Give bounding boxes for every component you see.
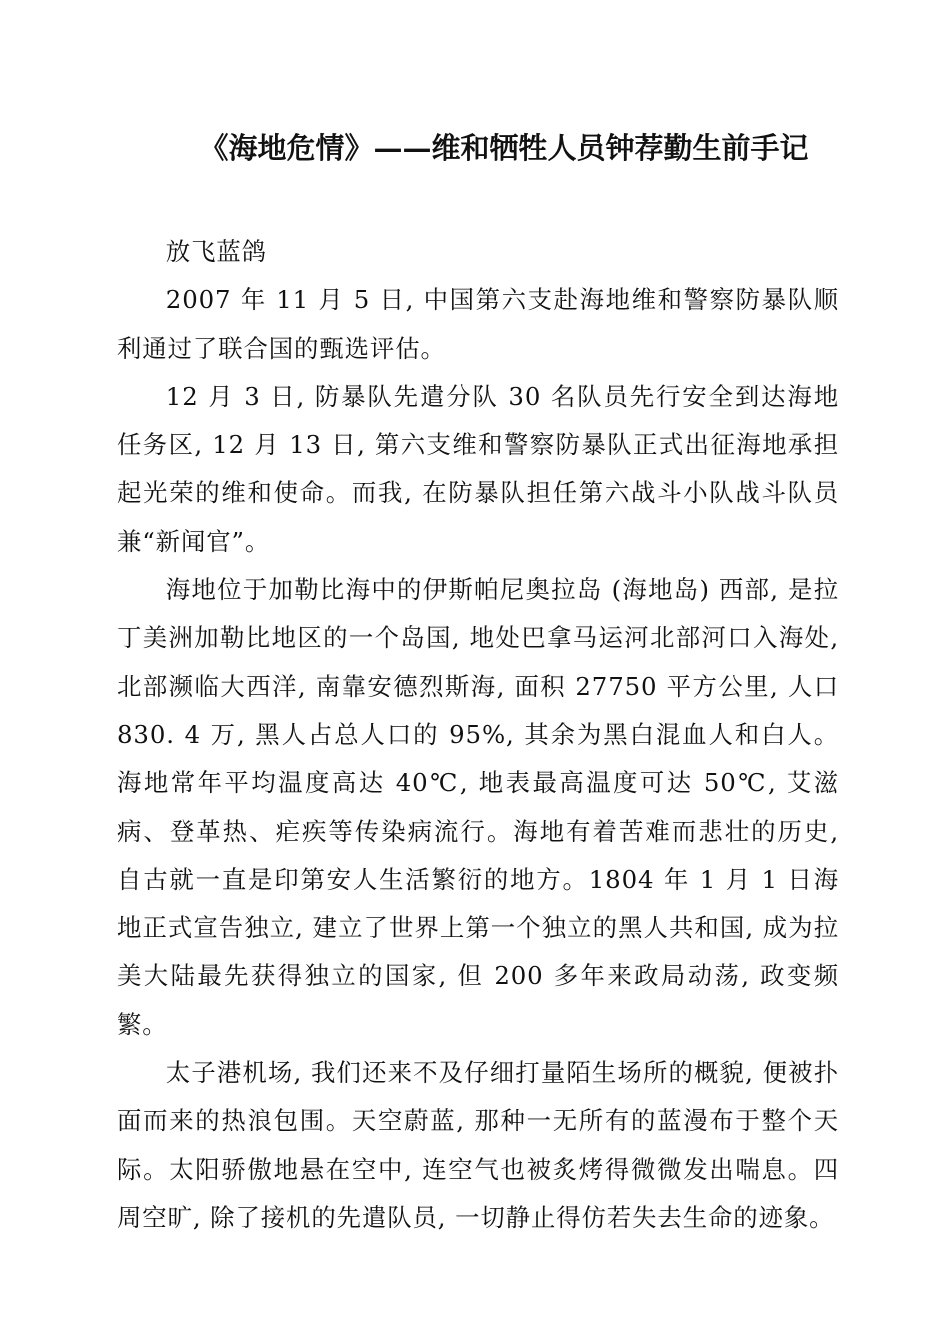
paragraph-airport-arrival: 太子港机场, 我们还来不及仔细打量陌生场所的概貌, 便被扑面而来的热浪包围。天空蔚蓝, 那种一无所有的蓝漫布于整个天际。太阳骄傲地悬在空中, 连空气也被炙烤得微微发出喘息。四周空旷, 除了接机的先遣队员, 一切静止得仿若失去生命的迹象。	[117, 1058, 839, 1232]
section-heading-paragraph: 放飞蓝鸽	[165, 237, 267, 266]
document-title: 《海地危情》——维和牺牲人员钟荐勤生前手记	[199, 131, 809, 165]
paragraph-haiti-overview: 海地位于加勒比海中的伊斯帕尼奥拉岛 (海地岛) 西部, 是拉丁美洲加勒比地区的一个岛国, 地处巴拿马运河北部河口入海处, 北部濒临大西洋, 南靠安德烈斯海, 面积 27750 平方公里, 人口 830. 4 万, 黑人占总人口的 95%, 其余为黑白混血人和白人。海地常年平均温度高达 40℃, 地表最高温度可达 50℃, 艾滋病、登革热、疟疾等传染病流行。海地有着苦难而悲壮的历史, 自古就一直是印第安人生活繁衍的地方。1804 年 1 月 1 日海地正式宣告独立, 建立了世界上第一个独立的黑人共和国, 成为拉美大陆最先获得独立的国家, 但 200 多年来政局动荡, 政变频繁。	[117, 575, 839, 1039]
paragraph-deployment: 12 月 3 日, 防暴队先遣分队 30 名队员先行安全到达海地任务区, 12 月 13 日, 第六支维和警察防暴队正式出征海地承担起光荣的维和使命。而我, 在防暴队担任第六战斗小队战斗队员兼“新闻官”。	[117, 381, 839, 556]
document-body	[117, 228, 839, 1242]
paragraph-selection: 2007 年 11 月 5 日, 中国第六支赴海地维和警察防暴队顺利通过了联合国的甄选评估。	[117, 285, 839, 363]
